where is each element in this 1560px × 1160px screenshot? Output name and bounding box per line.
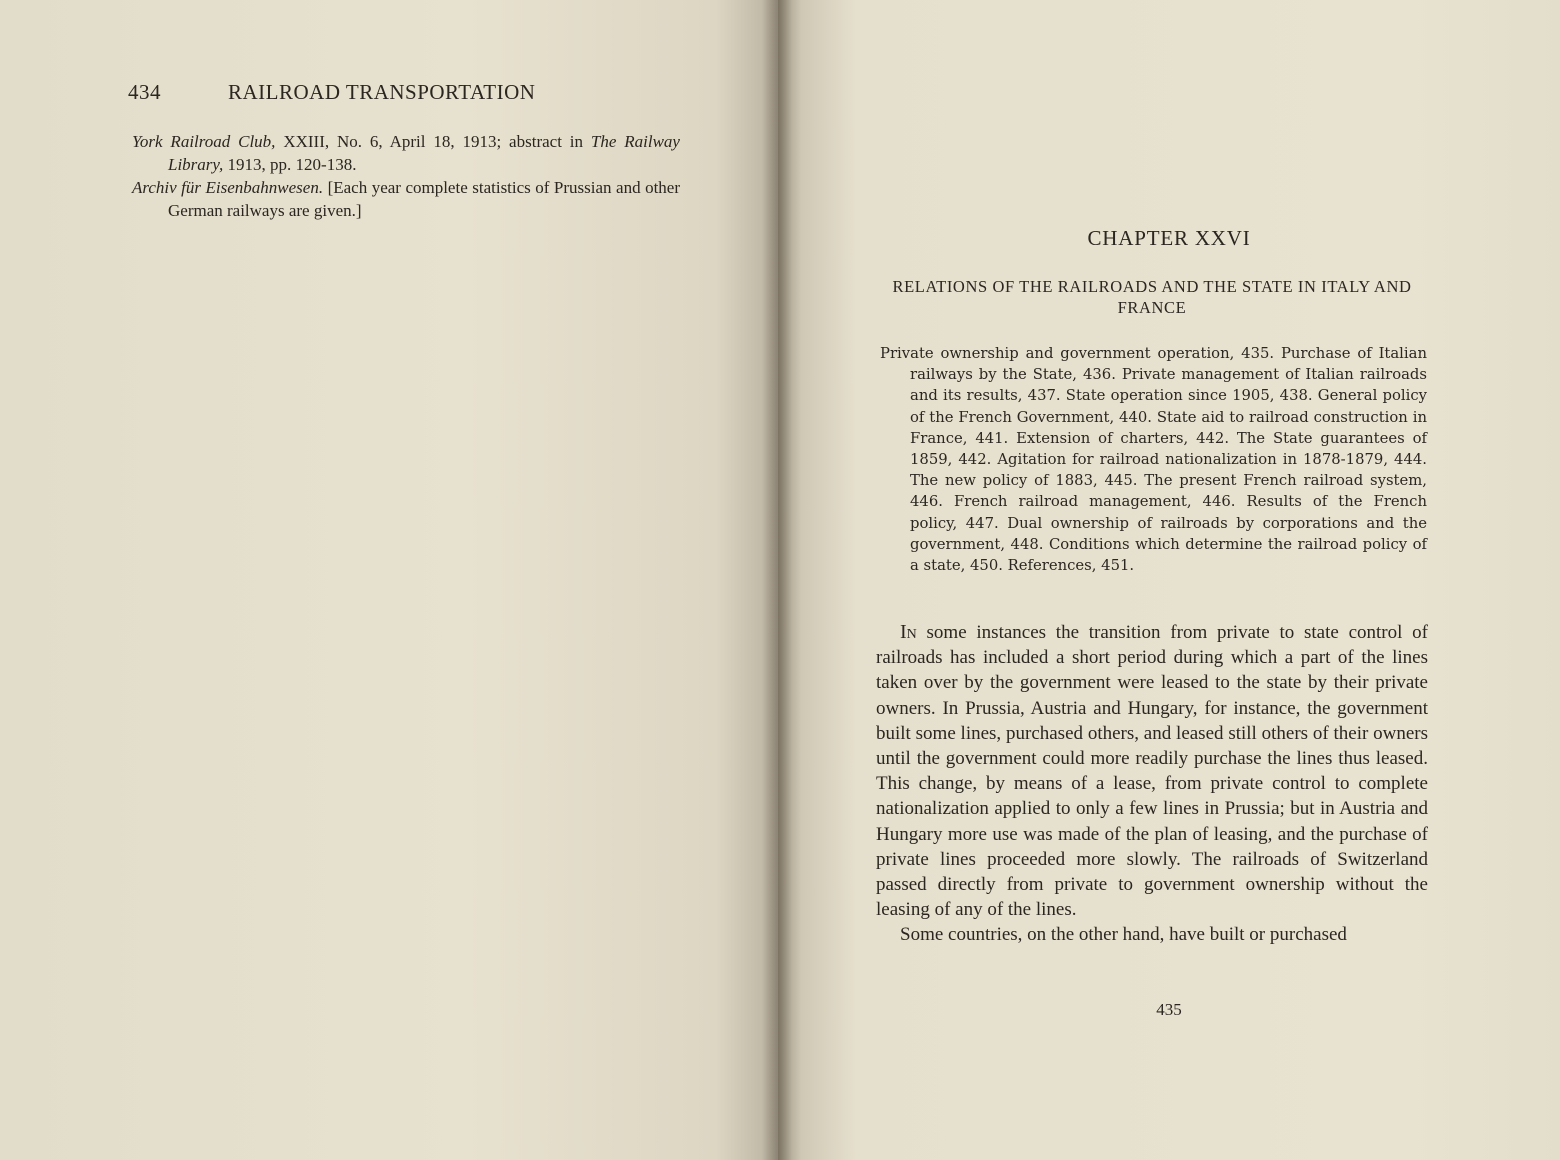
reference-source: The Railway Library, bbox=[168, 132, 680, 174]
chapter-title: RELATIONS OF THE RAILROADS AND THE STATE IN ITALY AND FRANCE bbox=[892, 277, 1412, 317]
left-running-head bbox=[128, 80, 535, 105]
right-page bbox=[778, 0, 1560, 1160]
body-paragraph: Some countries, on the other hand, have built or purchased bbox=[900, 924, 1347, 946]
book-gutter bbox=[762, 0, 792, 1160]
body-paragraph bbox=[876, 620, 1428, 922]
paragraph-lead: In bbox=[900, 621, 917, 643]
chapter-number: CHAPTER XXVI bbox=[1087, 226, 1251, 250]
paragraph-text: some instances the transition from private to state control of railroads has included a short period during which a part of the lines taken over by the government were leased to the state by their private owners. In Prussia, Austria and Hungary, for instance, the government built some lines, purchased others, and leased still others of their owners until the government could more readily purchase the lines thus leased. This change, by means of a lease, from private control to complete nationalization applied to only a few lines in Prussia; but in Austria and Hungary more use was made of the plan of leasing, and the purchase of private lines proceeded more slowly. The railroads of Switzerland passed directly from private to government ownership without the leasing of any of the lines. bbox=[876, 622, 1428, 921]
reference-source: Archiv für Eisenbahnwesen. bbox=[132, 178, 324, 197]
reference-item bbox=[132, 130, 680, 176]
reference-source: York Railroad Club, bbox=[132, 132, 276, 151]
left-page-number: 434 bbox=[128, 80, 161, 104]
left-page bbox=[0, 0, 778, 1160]
chapter-body bbox=[876, 620, 1428, 948]
chapter-summary: Private ownership and government operation, 435. Purchase of Italian railways by the State, 436. Private management of Italian railroads and its results, 437. State operation since 1905, 438. General policy of the French Government, 440. State aid to railroad construction in France, 441. Extension of charters, 442. The State guarantees of 1859, 442. Agitation for railroad nationalization in 1878-1879, 444. The new policy of 1883, 445. The present French railroad system, 446. French railroad management, 446. Results of the French policy, 447. Dual ownership of railroads by corporations and the government, 448. Conditions which determine the railroad policy of a state, 450. References, 451. bbox=[880, 345, 1427, 575]
right-page-number: 435 bbox=[1156, 1000, 1182, 1019]
running-head-title: RAILROAD TRANSPORTATION bbox=[228, 80, 536, 104]
reference-text: 1913, pp. 120-138. bbox=[223, 155, 357, 174]
reference-item bbox=[132, 176, 680, 222]
reference-text: [Each year complete statistics of Prussian and other German railways are given.] bbox=[168, 178, 681, 220]
reference-text: XXIII, No. 6, April 18, 1913; abstract in bbox=[275, 132, 591, 151]
reference-list bbox=[132, 130, 680, 222]
